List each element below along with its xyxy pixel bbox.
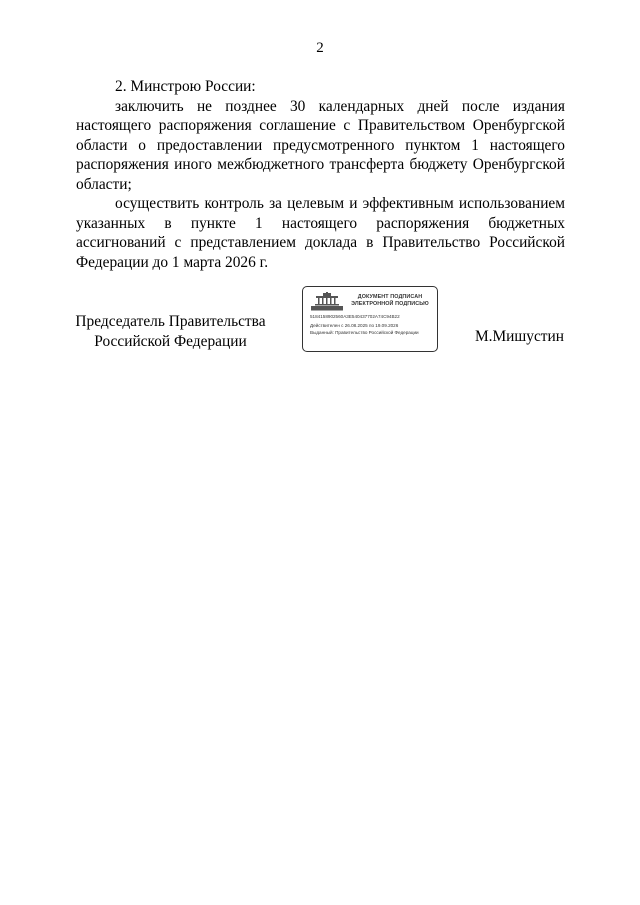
paragraph-heading: 2. Минстрою России: <box>115 78 256 95</box>
stamp-validity: Действителен с 26.08.2025 по 19.09.2026 <box>310 323 399 328</box>
stamp-certificate: 5184158902560A3E540437702A74C94B22 <box>310 314 400 319</box>
signer-title-line2: Российской Федерации <box>94 332 247 350</box>
paragraph-control: осуществить контроль за целевым и эффективным использованием указанных в пункте 1 настоящего распоряжения бюджетных ассигнований с представлением доклада в Правительство Российской Федерации до 1 марта 2026 г. <box>76 195 565 271</box>
electronic-signature-stamp <box>302 286 438 352</box>
signer-title <box>68 312 273 351</box>
paragraph-conclude-agreement: заключить не позднее 30 календарных дней после издания настоящего распоряжения соглашение с Правительством Оренбургской области о предоставлении предусмотренного пунктом 1 настоящего распоряжения иного межбюджетного трансферта бюджету Оренбургской области; <box>76 97 565 193</box>
stamp-issuer: Выданный: Правительство Российской Федерации <box>310 330 419 335</box>
government-emblem-icon <box>310 292 344 311</box>
stamp-header <box>346 294 434 308</box>
signer-title-line1: Председатель Правительства <box>75 313 266 330</box>
page-number: 2 <box>316 40 324 56</box>
stamp-header-line2: ЭЛЕКТРОННОЙ ПОДПИСЬЮ <box>351 301 429 307</box>
signer-name: М.Мишустин <box>474 328 564 345</box>
document-body <box>76 77 565 272</box>
stamp-header-line1: ДОКУМЕНТ ПОДПИСАН <box>357 294 423 300</box>
